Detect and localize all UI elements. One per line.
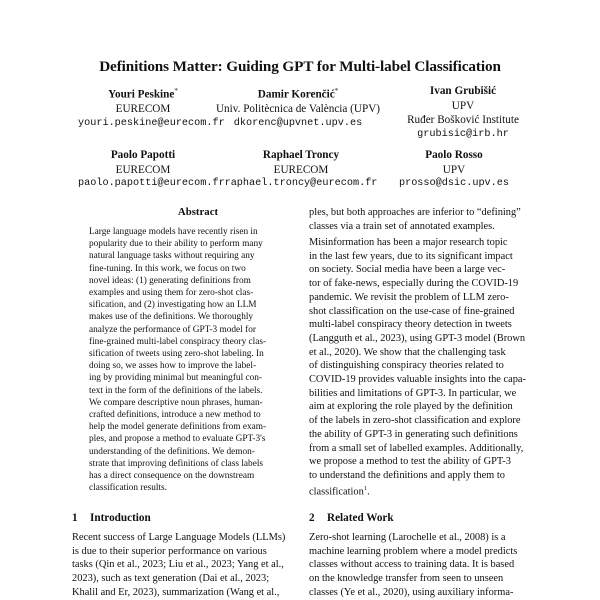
related-work-line: classes (Ye et al., 2020), using auxiliary informa- (309, 586, 514, 598)
right-column-line: we propose a method to test the ability of GPT-3 (309, 456, 511, 468)
abstract-line: novel ideas: (1) generating definitions from (89, 275, 251, 286)
abstract-line: fine-grained multi-label conspiracy theory clas- (89, 336, 267, 347)
right-column-line: of distinguishing conspiracy theories related to (309, 360, 504, 372)
author-name: Paolo Rosso (425, 149, 483, 161)
right-column-line: the ability of GPT-3 in generating such definitions (309, 428, 518, 440)
abstract-line: help the model generate definitions from exam- (89, 422, 267, 433)
right-column-line: from a small set of labelled examples. Additionally, (309, 442, 524, 454)
author-affiliation: UPV (451, 99, 475, 112)
paper-title: Definitions Matter: Guiding GPT for Multi-label Classification (99, 58, 501, 75)
author-email: raphael.troncy@eurecom.fr (224, 178, 378, 190)
author-block (78, 84, 225, 132)
introduction-line: tasks (Qin et al., 2023; Liu et al., 2023; Yang et al., (72, 559, 284, 571)
abstract-line: text in the form of the definitions of the labels. (89, 385, 263, 396)
right-column-line: classes via a train set of annotated examples. (309, 220, 495, 232)
right-column-line: COVID-19 provides valuable insights into the capa- (309, 374, 527, 386)
right-column-paragraph (309, 236, 531, 483)
abstract-line: popularity due to their ability to perform many (89, 239, 263, 250)
abstract-line: makes use of the definitions. We thoroughly (89, 312, 254, 323)
author-name: Paolo Papotti (110, 149, 176, 161)
abstract-line: has a direct consequence on the downstream (89, 471, 255, 482)
introduction-body (72, 531, 294, 600)
section-title: Introduction (90, 512, 151, 524)
abstract-line: Large language models have recently risen in (89, 227, 258, 237)
related-work-line: Zero-shot learning (Larochelle et al., 2008) is a (309, 532, 506, 543)
right-column-last-line (309, 482, 531, 499)
right-column-line: Misinformation has been a major research topic (309, 237, 508, 248)
right-column-line: pandemic. We revisit the problem of LLM zero- (309, 291, 509, 303)
author-email: paolo.papotti@eurecom.fr (78, 178, 225, 190)
abstract-line: ing by providing minimal but meaningful con- (89, 373, 263, 384)
author-affiliation: EURECOM (115, 163, 171, 176)
introduction-line: is due to their superior performance on various (72, 545, 267, 557)
author-affiliation-secondary: Ruđer Bošković Institute (407, 114, 519, 127)
abstract-body (89, 226, 297, 494)
abstract-line: sification of tweets using zero-shot labeling. In (89, 349, 264, 360)
right-column-line: in the last few years, due to its significant impact (309, 250, 513, 262)
author-affiliation: UPV (442, 163, 466, 176)
abstract-line: examples and using them for zero-shot clas- (89, 288, 254, 299)
abstract-line: We compare descriptive noun phrases, human- (89, 397, 263, 408)
abstract-line: ples, and propose a method to evaluate GPT-3's (89, 434, 266, 445)
author-email: youri.peskine@eurecom.fr (78, 117, 225, 129)
abstract-line: natural language tasks without requiring any (89, 251, 255, 262)
author-name: Ivan Grubišić (429, 85, 497, 97)
section-heading-related-work (309, 512, 394, 524)
last-line-text: classification (309, 486, 364, 498)
right-column-line: shot classification on the use-case of fine-grained (309, 305, 515, 317)
right-column-line: (Langguth et al., 2023), using GPT-3 model (Brown (309, 332, 526, 344)
author-name: Raphael Troncy (262, 149, 340, 161)
equal-contribution-mark: * (334, 87, 339, 95)
section-number: 1 (72, 512, 78, 524)
footnote-mark: 1 (363, 485, 368, 492)
abstract-line: strate that improving definitions of class labels (89, 458, 264, 469)
abstract-line: understanding of the definitions. We demon- (89, 446, 255, 457)
abstract-line: crafted definitions, introduce a new method to (89, 410, 261, 421)
abstract-line: fine-tuning. In this work, we focus on two (89, 263, 246, 274)
author-block (222, 148, 380, 192)
section-title: Related Work (327, 512, 394, 524)
author-email: grubisic@irb.hr (417, 128, 509, 140)
right-column-line: multi-label conspiracy theory detection in tweets (309, 319, 512, 331)
section-number: 2 (309, 512, 315, 524)
right-column-line: to understand the definitions and apply them to (309, 469, 505, 481)
author-affiliation: Univ. Politècnica de València (UPV) (215, 103, 381, 116)
author-name: Youri Peskine (108, 88, 175, 101)
related-work-line: on the knowledge transfer from seen to unseen (309, 573, 504, 585)
section-heading-introduction (72, 512, 151, 524)
abstract-heading: Abstract (177, 206, 219, 218)
abstract-line: analyze the performance of GPT-3 model for (89, 324, 256, 335)
author-block (390, 148, 518, 192)
author-affiliation: EURECOM (115, 103, 171, 116)
right-column-line: et al., 2020). We show that the challenging task (309, 346, 506, 358)
right-column-line: tor of fake-news, especially during the COVID-19 (309, 278, 519, 290)
author-email: dkorenc@upvnet.upv.es (233, 117, 363, 129)
abstract-line: sification, and (2) investigating how an LLM (89, 300, 257, 311)
right-column-line: of the labels in zero-shot classification and explore (309, 415, 521, 427)
author-name: Damir Korenčić (257, 88, 335, 101)
right-column-line: bilities and limitations of GPT-3. In particular, we (309, 387, 517, 399)
author-block (78, 148, 225, 192)
abstract-line: doing so, we asses how to improve the label- (89, 361, 257, 372)
author-block (208, 84, 388, 132)
right-column-continued-text (309, 206, 531, 233)
right-column-line: aim at exploring the role played by the definition (309, 401, 513, 413)
equal-contribution-mark: * (174, 87, 178, 95)
related-work-body (309, 531, 531, 600)
author-affiliation: EURECOM (273, 163, 329, 176)
right-column-line: on society. Social media have been a large vec- (309, 264, 506, 276)
introduction-line: 2023), such as text generation (Dai et al., 2023; (72, 573, 270, 585)
last-line-punct: . (367, 486, 370, 498)
right-column-line: ples, but both approaches are inferior to “defining” (309, 207, 521, 218)
introduction-line: Recent success of Large Language Models (LLMs) (72, 532, 286, 543)
author-email: prosso@dsic.upv.es (398, 178, 510, 190)
author-block (390, 84, 536, 142)
related-work-line: machine learning problem where a model predicts (309, 545, 518, 557)
related-work-line: classes without access to training data. It is based (309, 559, 515, 571)
introduction-line: Khalil and Er, 2023), summarization (Wang et al., (72, 586, 280, 598)
abstract-line: classification results. (89, 483, 167, 494)
